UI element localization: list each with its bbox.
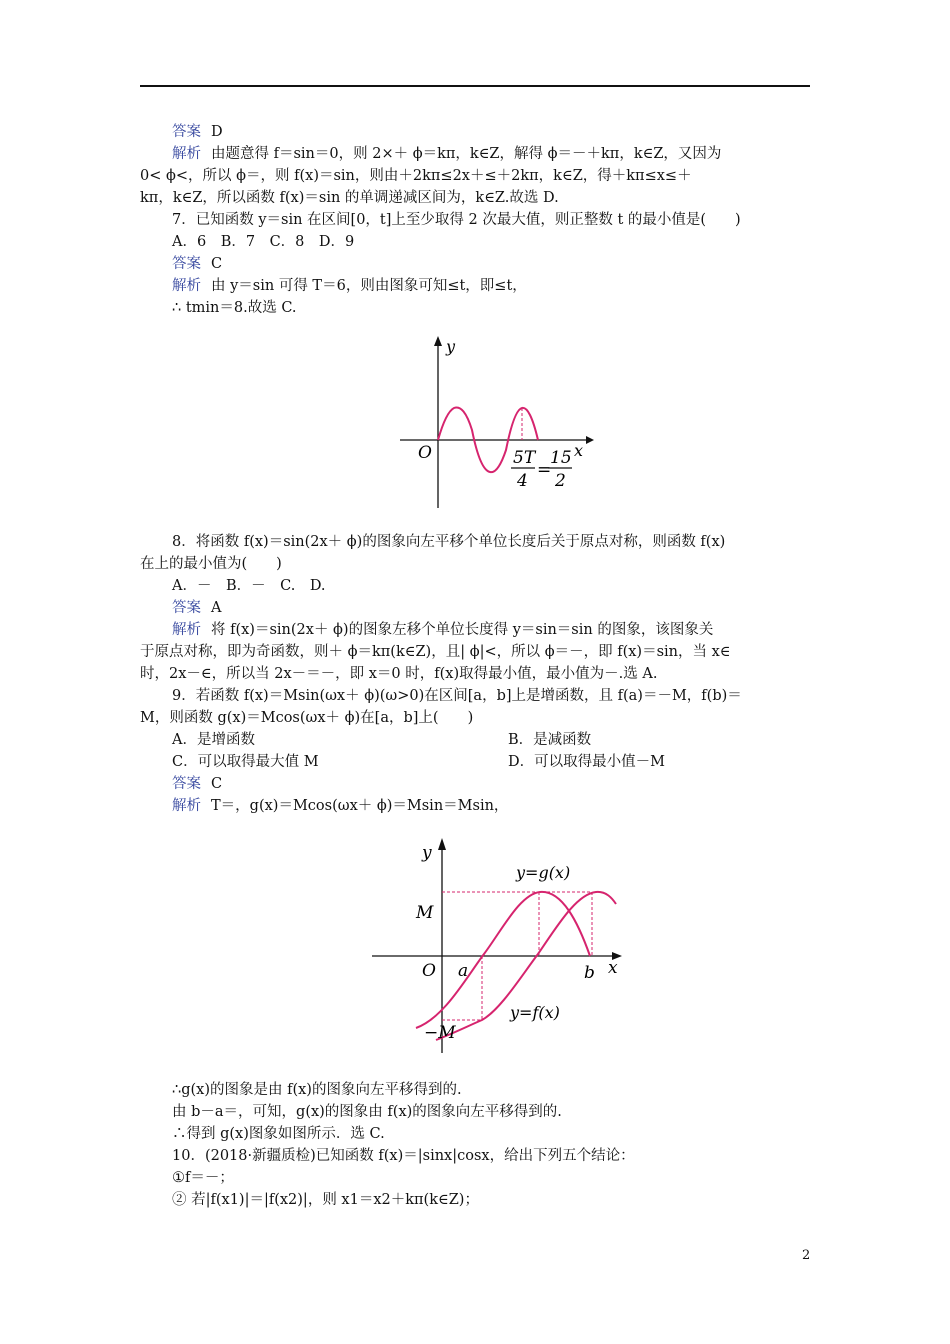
answer-line [172,122,223,142]
y-axis-arrow-icon [438,838,446,850]
y-label: y [422,843,432,863]
question-7: 7．已知函数 y＝sin 在区间[0，t]上至少取得 2 次最大值，则正整数 t 的最小值是( ) [172,212,741,228]
question-8-options: A．－ B．－ C. D. [172,578,326,594]
statement-2: ② 若|f(x1)|＝|f(x2)|，则 x1＝x2＋kπ(k∈Z)； [172,1192,479,1208]
f-label: y=f(x) [510,1003,560,1022]
frac1-numerator: 5T [513,448,536,468]
answer-value: D [211,124,223,140]
y-axis-arrow-icon [434,336,442,346]
g-label: y=g(x) [516,863,571,882]
analysis-label: 解析 [172,278,201,294]
analysis-line [172,796,508,816]
answer-label: 答案 [172,124,201,140]
M-label: M [416,903,434,923]
answer-line [172,774,222,794]
frac1-denominator: 4 [517,471,528,491]
answer-label: 答案 [172,256,201,272]
text-line: 于原点对称，即为奇函数，则＋ ϕ＝kπ(k∈Z)，且| ϕ|<，所以 ϕ＝－，即 f(x)＝sin，当 x∈ [140,644,731,660]
frac2-denominator: 2 [555,471,566,491]
text-line: 0< ϕ<，所以 ϕ＝，则 f(x)＝sin，则由＋2kπ≤2x＋≤＋2kπ，k∈Z，得＋kπ≤x≤＋ [140,168,692,184]
negM-label: −M [424,1023,456,1043]
figure-f-g-graph [344,818,644,1068]
question-9: 9．若函数 f(x)＝Msin(ωx＋ ϕ)(ω>0)在区间[a，b]上是增函数，且 f(a)＝－M，f(b)＝ [172,688,742,704]
answer-line [172,254,222,274]
text-line: M，则函数 g(x)＝Mcos(ωx＋ ϕ)在[a，b]上( ) [140,710,474,726]
figure-sine-graph [380,318,600,513]
text-line: ∴g(x)的图象是由 f(x)的图象向左平移得到的. [172,1082,462,1098]
answer-value: C [211,256,223,272]
option-c: C．可以取得最大值 M [172,754,319,770]
answer-value: A [211,600,222,616]
analysis-text: 由 y＝sin 可得 T＝6，则由图象可知≤t，即≤t， [211,278,527,294]
answer-value: C [211,776,223,792]
text-line: 在上的最小值为( ) [140,556,282,572]
analysis-text: T＝，g(x)＝Mcos(ωx＋ ϕ)＝Msin＝Msin， [211,798,509,814]
answer-label: 答案 [172,776,201,792]
page-number: 2 [802,1248,811,1263]
y-label: y [446,337,456,356]
analysis-label: 解析 [172,622,201,638]
analysis-text: 将 f(x)＝sin(2x＋ ϕ)的图象左移个单位长度得 y＝sin＝sin 的图象，该图象关 [211,622,714,638]
x-axis-arrow-icon [586,436,594,444]
x-label: x [574,441,584,460]
analysis-label: 解析 [172,146,201,162]
analysis-line [172,144,721,164]
header-rule [140,85,810,87]
text-line: 时，2x－∈，所以当 2x－＝－，即 x＝0 时，f(x)取得最小值，最小值为－.选 A. [140,666,658,682]
a-label: a [458,961,469,981]
question-10: 10．(2018·新疆质检)已知函数 f(x)＝|sinx|cosx，给出下列五个结论： [172,1148,635,1164]
text-line: kπ，k∈Z，所以函数 f(x)＝sin 的单调递减区间为，k∈Z.故选 D. [140,190,559,206]
x-label: x [608,958,618,978]
analysis-label: 解析 [172,798,201,814]
analysis-text: 由题意得 f＝sin＝0，则 2×＋ ϕ＝kπ，k∈Z，解得 ϕ＝－＋kπ，k∈Z，又因为 [211,146,722,162]
answer-label: 答案 [172,600,201,616]
text-line: 由 b－a＝，可知，g(x)的图象由 f(x)的图象向左平移得到的. [172,1104,562,1120]
b-label: b [584,963,595,983]
frac2-numerator: 15 [550,448,572,468]
statement-1: ①f＝－； [172,1170,234,1186]
origin-label: O [422,961,436,981]
question-8: 8．将函数 f(x)＝sin(2x＋ ϕ)的图象向左平移个单位长度后关于原点对称，则函数 f(x) [172,534,726,550]
question-7-options: A．6 B．7 C．8 D．9 [172,234,355,250]
text-line: ∴ tmin＝8.故选 C. [172,300,297,316]
option-d: D．可以取得最小值－M [508,754,665,770]
answer-line [172,598,221,618]
equals-sign: = [537,460,552,480]
text-line: ∴得到 g(x)图象如图所示．选 C. [172,1126,385,1142]
origin-label: O [418,443,432,463]
analysis-line [172,620,713,640]
analysis-line [172,276,527,296]
option-a: A．是增函数 [172,732,255,748]
option-b: B．是减函数 [508,732,592,748]
